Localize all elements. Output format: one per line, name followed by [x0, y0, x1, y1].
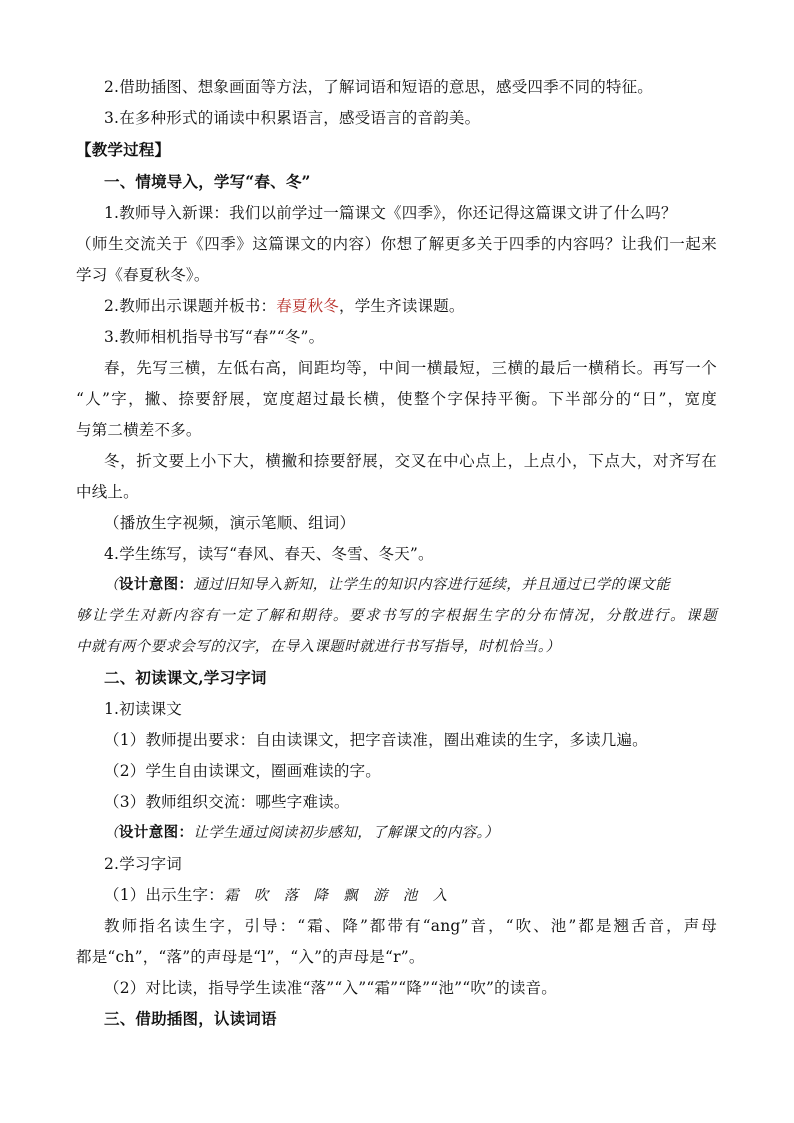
lesson-title-highlight: 春夏秋冬: [276, 297, 340, 315]
s1-paragraph-2: [104, 296, 465, 316]
s1-paragraph-1-line-3: 学习《春夏秋冬》。: [76, 266, 210, 284]
goal-3: 3.在多种形式的诵读中积累语言，感受语言的音韵美。: [104, 109, 481, 127]
s1-paragraph-4: 4.学生练写，读写“春风、春天、冬雪、冬天”。: [104, 545, 434, 563]
chun-line-3: 与第二横差不多。: [76, 421, 202, 439]
design-intent-1-line-3: 中就有两个要求会写的汉字，在导入课题时就进行书写指导，时机恰当。）: [76, 639, 561, 655]
goal-2: 2.借助插图、想象画面等方法，了解词语和短语的意思，感受四季不同的特征。: [104, 78, 653, 96]
section-3-title: 三、借助插图，认读词语: [104, 1009, 277, 1028]
design-intent-2-text: 让学生通过阅读初步感知，了解课文的内容。）: [193, 825, 500, 841]
design-intent-2-tag: 设计意图：: [118, 824, 194, 841]
s2-item-2: （2）学生自由读课文，圈画难读的字。: [104, 762, 381, 780]
video-note: （播放生字视频，演示笔顺、组词）: [104, 514, 356, 532]
chun-line-2: “人”字，撇、捺要舒展，宽度超过最长横，使整个字保持平衡。下半部分的“日”，宽度: [76, 390, 717, 408]
s1-paragraph-2-suffix: ，学生齐读课题。: [339, 297, 465, 315]
dong-line-2: 中线上。: [76, 483, 139, 501]
section-2-title: 二、初读课文,学习字词: [104, 668, 267, 687]
new-characters-prefix: （1）出示生字：: [104, 886, 224, 904]
design-intent-1-text-1: 通过旧知导入新知，让学生的知识内容进行延续，并且通过已学的课文能: [193, 577, 671, 593]
design-intent-1-open: （: [104, 577, 119, 593]
s2-compare-reading: （2）对比读，指导学生读准“落”“入”“霜”“降”“池”“吹”的读音。: [104, 979, 557, 997]
design-intent-2: [104, 823, 499, 843]
s1-paragraph-1-line-1: 1.教师导入新课：我们以前学过一篇课文《四季》，你还记得这篇课文讲了什么吗？: [104, 204, 677, 222]
design-intent-1-line-2: 够让学生对新内容有一定了解和期待。要求书写的字根据生字的分布情况，分散进行。课题: [76, 608, 717, 624]
s2-reading-line-2: 都是“ch”，“落”的声母是“l”，“入”的声母是“r”。: [76, 948, 425, 966]
s1-paragraph-1-line-2: （师生交流关于《四季》这篇课文的内容）你想了解更多关于四季的内容吗？让我们一起来: [76, 235, 717, 253]
s1-paragraph-2-prefix: 2.教师出示课题并板书：: [104, 297, 277, 315]
s2-subheading-2: 2.学习字词: [104, 855, 182, 873]
design-intent-1-line-1: [104, 575, 717, 595]
design-intent-1-tag: 设计意图：: [118, 576, 194, 593]
design-intent-2-open: （: [104, 825, 119, 841]
s2-item-1: （1）教师提出要求：自由读课文，把字音读准，圈出难读的生字，多读几遍。: [104, 731, 648, 749]
s1-paragraph-3: 3.教师相机指导书写“春”“冬”。: [104, 328, 325, 346]
chun-line-1: 春，先写三横，左低右高，间距均等，中间一横最短，三横的最后一横稍长。再写一个: [104, 359, 717, 377]
s2-subheading-1: 1.初读课文: [104, 700, 182, 718]
s2-reading-line-1: 教师指名读生字，引导：“霜、降”都带有“ang”音，“吹、池”都是翘舌音，声母: [104, 917, 717, 935]
s2-item-3: （3）教师组织交流：哪些字难读。: [104, 793, 350, 811]
process-heading: 【教学过程】: [76, 140, 171, 159]
new-characters-line: [104, 885, 447, 906]
section-1-title: 一、情境导入，学写“春、冬”: [104, 172, 311, 191]
new-characters-list: 霜 吹 落 降 飘 游 池 入: [223, 888, 448, 904]
dong-line-1: 冬，折文要上小下大，横撇和捺要舒展，交叉在中心点上，上点小，下点大，对齐写在: [104, 452, 717, 470]
